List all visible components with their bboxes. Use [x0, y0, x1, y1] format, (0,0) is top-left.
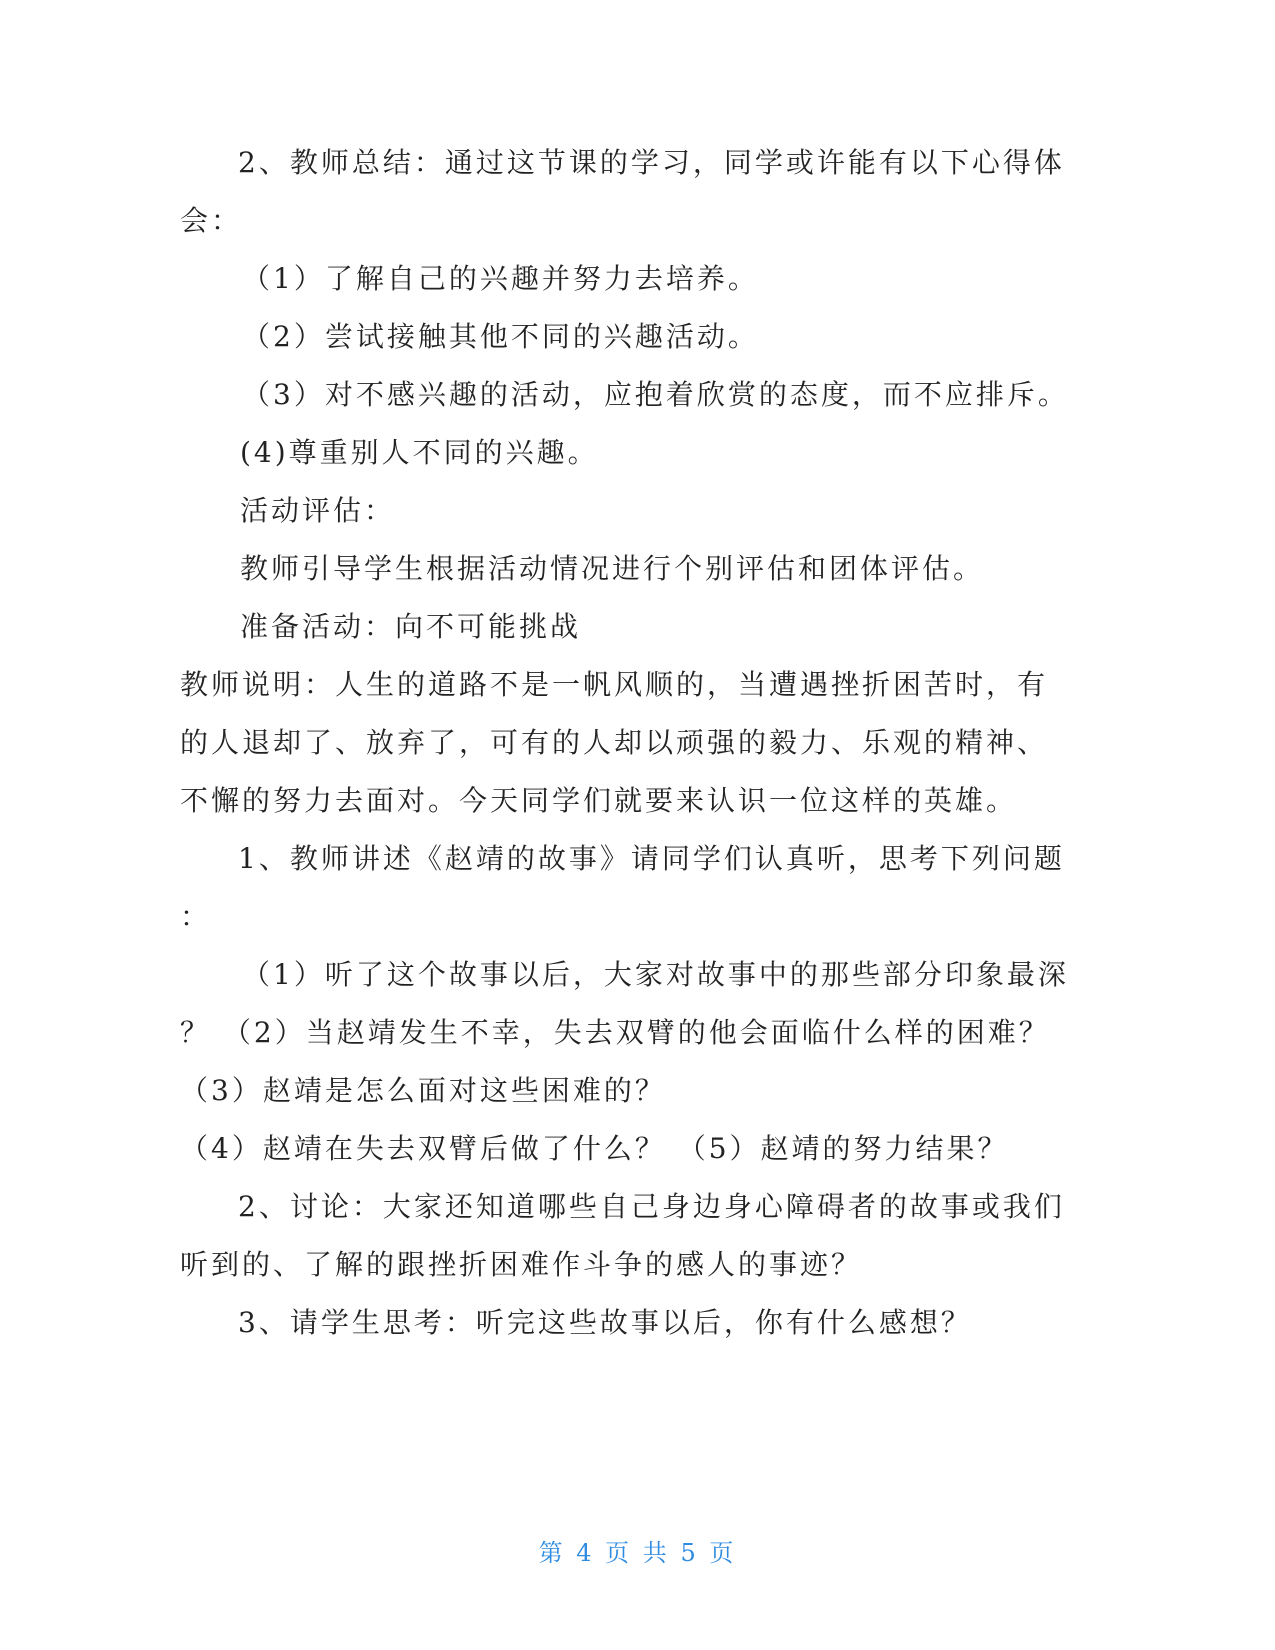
preparation-activity-heading: 准备活动：向不可能挑战	[240, 610, 582, 643]
question-1-line: （1）听了这个故事以后，大家对故事中的那些部分印象最深	[242, 958, 1069, 991]
reflection-line: 3、请学生思考：听完这些故事以后，你有什么感想？	[238, 1306, 972, 1339]
summary-item-1: （1）了解自己的兴趣并努力去培养。	[242, 262, 759, 295]
story-task-colon: ：	[180, 900, 212, 933]
question-4-5-line: （4）赵靖在失去双臂后做了什么？ （5）赵靖的努力结果？	[180, 1132, 1009, 1165]
question-3-line: （3）赵靖是怎么面对这些困难的？	[180, 1074, 666, 1107]
teacher-explanation-line-3: 不懈的努力去面对。今天同学们就要来认识一位这样的英雄。	[180, 784, 1018, 817]
page-number-footer: 第 4 页 共 5 页	[538, 1539, 737, 1567]
summary-heading-continuation: 会：	[180, 204, 243, 237]
teacher-explanation-line-1: 教师说明：人生的道路不是一帆风顺的，当遭遇挫折困苦时，有	[180, 668, 1049, 701]
question-2-line: ？ （2）当赵靖发生不幸，失去双臂的他会面临什么样的困难？	[180, 1016, 1050, 1049]
summary-heading-line: 2、教师总结：通过这节课的学习，同学或许能有以下心得体	[238, 146, 1065, 179]
story-task-line: 1、教师讲述《赵靖的故事》请同学们认真听，思考下列问题	[238, 842, 1065, 875]
discussion-line-1: 2、讨论：大家还知道哪些自己身边身心障碍者的故事或我们	[238, 1190, 1065, 1223]
summary-item-3: （3）对不感兴趣的活动，应抱着欣赏的态度，而不应排斥。	[242, 378, 1069, 411]
summary-item-2: （2）尝试接触其他不同的兴趣活动。	[242, 320, 759, 353]
discussion-line-2: 听到的、了解的跟挫折困难作斗争的感人的事迹？	[180, 1248, 863, 1281]
summary-item-4: (4)尊重别人不同的兴趣。	[240, 436, 599, 469]
activity-evaluation-heading: 活动评估：	[240, 494, 396, 527]
activity-evaluation-text: 教师引导学生根据活动情况进行个别评估和团体评估。	[240, 552, 985, 585]
teacher-explanation-line-2: 的人退却了、放弃了，可有的人却以顽强的毅力、乐观的精神、	[180, 726, 1049, 759]
